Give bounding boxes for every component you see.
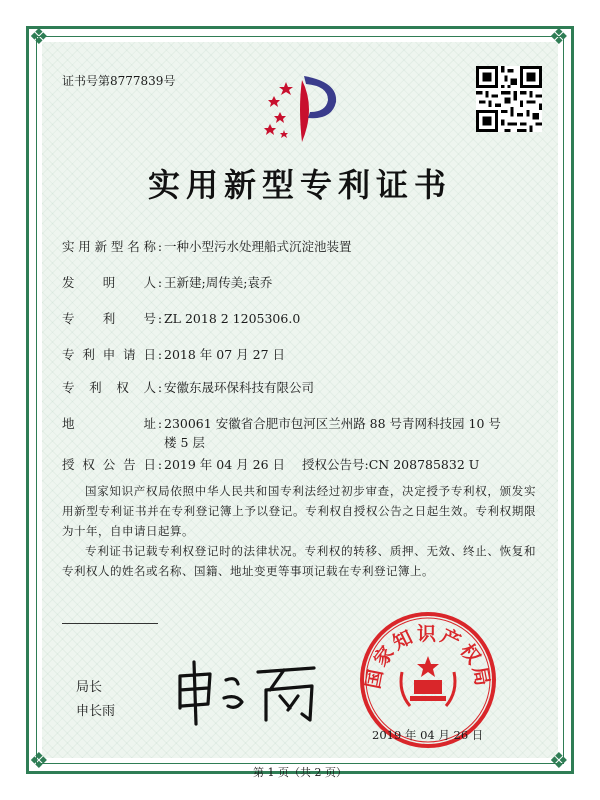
field-label: 专利申请日 [62, 347, 156, 362]
director-name: 申长雨 [76, 704, 116, 719]
corner-ornament-icon: ❖ [29, 25, 49, 50]
field-inventors: 发明人 : 王新建;周传美;袁乔 [62, 275, 273, 290]
field-label: 专利权人 [62, 380, 156, 395]
field-label: 授权公告号 [302, 457, 365, 472]
field-name: 实用新型名称 : 一种小型污水处理船式沉淀池装置 [62, 239, 352, 254]
field-grant-no: 授权公告号:CN 208785832 U [302, 457, 480, 472]
field-label: 专利号 [62, 311, 156, 326]
field-address: 地址 : 230061 安徽省合肥市包河区兰州路 88 号青网科技园 10 号 [62, 416, 501, 431]
field-label: 授权公告日 [62, 457, 156, 472]
address-line-2: 楼 5 层 [164, 435, 205, 450]
field-filing-date: 专利申请日 : 2018 年 07 月 27 日 [62, 347, 285, 362]
field-value: 230061 安徽省合肥市包河区兰州路 88 号青网科技园 10 号 [164, 416, 501, 431]
field-grant-date: 授权公告日 : 2019 年 04 月 26 日 [62, 457, 285, 472]
director-title: 局长 [76, 680, 103, 695]
field-label: 实用新型名称 [62, 239, 156, 254]
field-label: 地址 [62, 416, 156, 431]
field-value: 一种小型污水处理船式沉淀池装置 [164, 239, 352, 254]
director-signature-icon [166, 650, 326, 730]
field-label: 发明人 [62, 275, 156, 290]
field-patent-no: 专利号 : ZL 2018 2 1205306.0 [62, 311, 301, 326]
corner-ornament-icon: ❖ [549, 25, 569, 50]
field-value: 2018 年 07 月 27 日 [164, 347, 285, 362]
corner-ornament-icon: ❖ [549, 749, 569, 774]
field-value: 安徽东晟环保科技有限公司 [164, 380, 315, 395]
certificate-title: 实用新型专利证书 [147, 166, 452, 204]
field-patentee: 专利权人 : 安徽东晟环保科技有限公司 [62, 380, 315, 395]
seal-date: 2019 年 04 月 26 日 [372, 728, 484, 742]
field-value: ZL 2018 2 1205306.0 [164, 311, 301, 326]
divider [62, 623, 158, 624]
page-number: 第 1 页（共 2 页） [253, 766, 347, 779]
statement-paragraph: 专利证书记载专利权登记时的法律状况。专利权的转移、质押、无效、终止、恢复和专利权人的姓名或名称、国籍、地址变更等事项记载在专利登记簿上。 [62, 544, 536, 578]
field-value: 王新建;周传美;袁乔 [164, 275, 273, 290]
seal-text: 国家知识产权局 [362, 623, 494, 691]
qr-code-icon [476, 66, 542, 132]
field-value: 2019 年 04 月 26 日 [164, 457, 285, 472]
certificate-number: 证书号第8777839号 [62, 74, 176, 88]
statement-paragraph: 国家知识产权局依照中华人民共和国专利法经过初步审查，决定授予专利权，颁发实用新型专利证书并在专利登记簿上予以登记。专利权自授权公告之日起生效。专利权期限为十年，自申请日起算。 [62, 484, 536, 538]
corner-ornament-icon: ❖ [29, 749, 49, 774]
field-value: CN 208785832 U [368, 457, 480, 472]
patent-office-logo-icon [258, 68, 342, 152]
